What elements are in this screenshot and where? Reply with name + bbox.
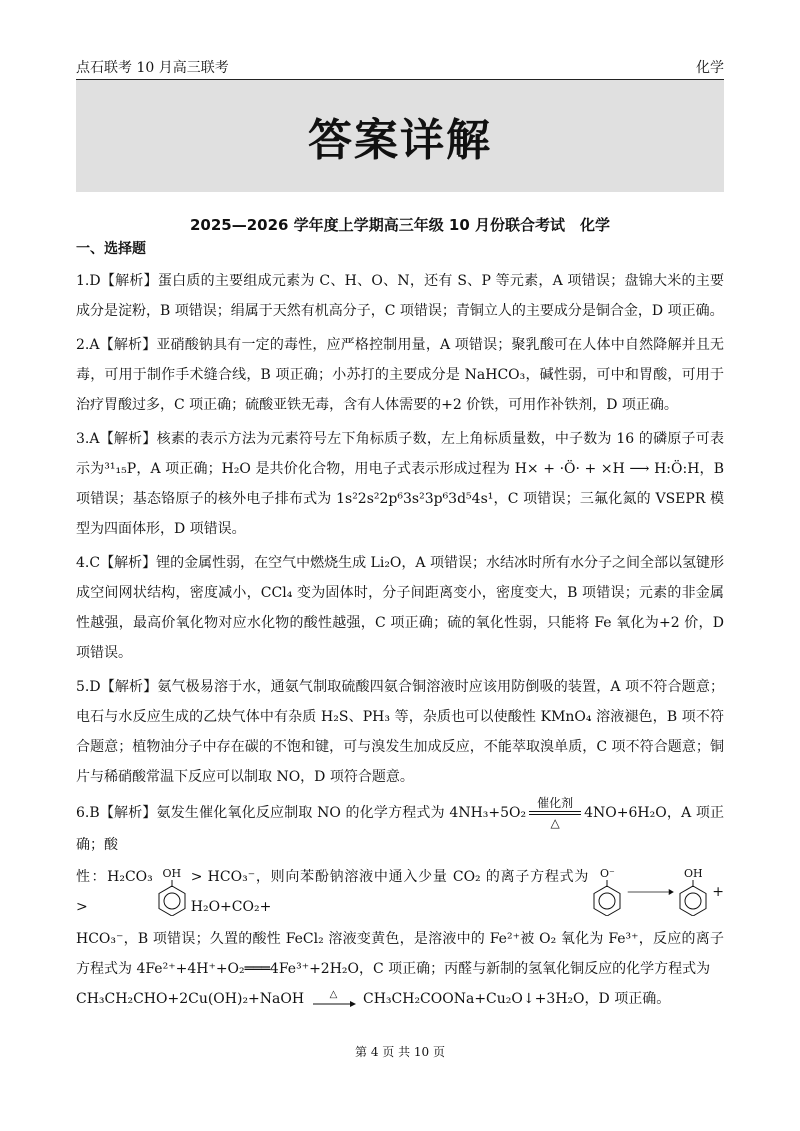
answer-q6 (76, 796, 724, 1014)
answer-q6-part2: 4NO+6H₂O，A 项正确；酸 (76, 805, 724, 853)
banner-title: 答案详解 (308, 115, 492, 166)
answer-q6-reactants: CH₃CH₂CHO+2Cu(OH)₂+NaOH (76, 991, 305, 1007)
phenoxide-structure (590, 868, 624, 916)
header-exam-name: 点石联考 10 月高三联考 (76, 60, 229, 76)
answer-q6-products: CH₃CH₂COONa+Cu₂O↓+3H₂O，D 项正确。 (362, 991, 671, 1007)
answer-q5: 5.D【解析】氨气极易溶于水，通氨气制取硫酸四氨合铜溶液时应该用防倒吸的装置，A 项不符合题意；电石与水反应生成的乙炔气体中有杂质 H₂S、PH₃ 等，杂质也可以使酸性 KMnO₄ 溶液褪色，B 项不符合题意；植物油分子中存在碳的不饱和键，可与溴发生加成反应，不能萃取溴单质，C 项不符合题意；铜片与稀硝酸常温下反应可以制取 NO，D 项符合题意。 (76, 679, 724, 785)
answer-q6-line-final (76, 984, 724, 1014)
phenoxide-label: O⁻ (599, 867, 615, 880)
answer-q6-part5: HCO₃⁻，B 项错误；久置的酸性 FeCl₂ 溶液变黄色，是溶液中的 Fe²⁺被 O₂ 氧化为 Fe³⁺，反应的离子方程式为 4Fe²⁺+4H⁺+O₂═══4Fe³⁺+2H₂O，C 项正确；丙醛与新制的氢氧化铜反应的化学方程式为 (76, 931, 724, 977)
answer-q6-line2 (76, 860, 724, 924)
header-subject: 化学 (696, 60, 724, 76)
nuclide-symbol: ³¹₁₅P (104, 461, 137, 477)
title-banner (76, 80, 724, 192)
answer-q1: 1.D【解析】蛋白质的主要组成元素为 C、H、O、N，还有 S、P 等元素，A 项错误；盘锦大米的主要成分是淀粉，B 项错误；绢属于天然有机高分子，C 项错误；青铜立人的主要成分是铜合金，D 项正确。 (76, 273, 724, 319)
plus-sign: + (712, 884, 724, 900)
section-title: 一、选择题 (76, 241, 146, 257)
reaction-arrow-icon (312, 1000, 356, 1008)
phenol-structure (155, 868, 189, 916)
answer-q6-part1: 6.B【解析】氨发生催化氧化反应制取 NO 的化学方程式为 4NH₃+5O₂ (76, 805, 527, 821)
answer-q6-part4: > HCO₃⁻，则向苯酚钠溶液中通入少量 CO₂ 的离子方程式为 H₂O+CO₂+ (190, 869, 589, 915)
benzene-ring-icon (676, 880, 710, 916)
heat-label: △ (550, 816, 560, 830)
phenol-product-oh-label: OH (683, 867, 703, 880)
page-number: 第 4 页 共 10 页 (355, 1045, 445, 1059)
answer-q6-line1 (76, 796, 724, 860)
heat-arrow (312, 990, 356, 1008)
reaction-arrow-icon (626, 887, 674, 897)
answer-q3 (76, 424, 724, 544)
answer-q6-part3: 性：H₂CO₃ > (76, 869, 153, 915)
phenol-product-structure (676, 868, 710, 916)
exam-title: 2025—2026 学年度上学期高三年级 10 月份联合考试 化学 (189, 216, 611, 234)
answer-q2: 2.A【解析】亚硝酸钠具有一定的毒性，应严格控制用量，A 项错误；聚乳酸可在人体中自然降解并且无毒，可用于制作手术缝合线，B 项正确；小苏打的主要成分是 NaHCO₃，碱性弱，可中和胃酸，可用于治疗胃酸过多，C 项正确；硫酸亚铁无毒，含有人体需要的+2 价铁，可用作补铁剂，D 项正确。 (76, 337, 724, 413)
answer-q3-part2: ，A 项正确；H₂O 是共价化合物，用电子式表示形成过程为 H× + ·Ö· + ×H ⟶ H:Ö:H，B 项错误；基态铬原子的核外电子排布式为 1s²2s²2p⁶3s²3p⁶3d⁵4s¹，C 项错误；三氟化氮的 VSEPR 模型为四面体形，D 项错误。 (76, 461, 724, 537)
answer-content (76, 266, 724, 1018)
answer-q3-part1: 3.A【解析】核素的表示方法为元素符号左下角标质子数，左上角标质量数，中子数为 16 的磷原子可表示为 (76, 431, 724, 477)
heat-arrow-label: △ (329, 989, 338, 1000)
reaction-condition-arrow (529, 796, 581, 830)
benzene-ring-icon (155, 880, 189, 916)
benzene-ring-icon (590, 880, 624, 916)
phenol-oh-label: OH (162, 867, 182, 880)
catalyst-label: 催化剂 (537, 796, 574, 810)
answer-q4: 4.C【解析】锂的金属性弱，在空气中燃烧生成 Li₂O，A 项错误；水结冰时所有水分子之间全部以氢键形成空间网状结构，密度减小，CCl₄ 变为固体时，分子间距离变小，密度变大，B 项错误；元素的非金属性越强，最高价氧化物对应水化物的酸性越强，C 项正确；硫的氧化性弱，只能将 Fe 氧化为+2 价，D 项错误。 (76, 555, 724, 661)
page-header (76, 57, 724, 77)
